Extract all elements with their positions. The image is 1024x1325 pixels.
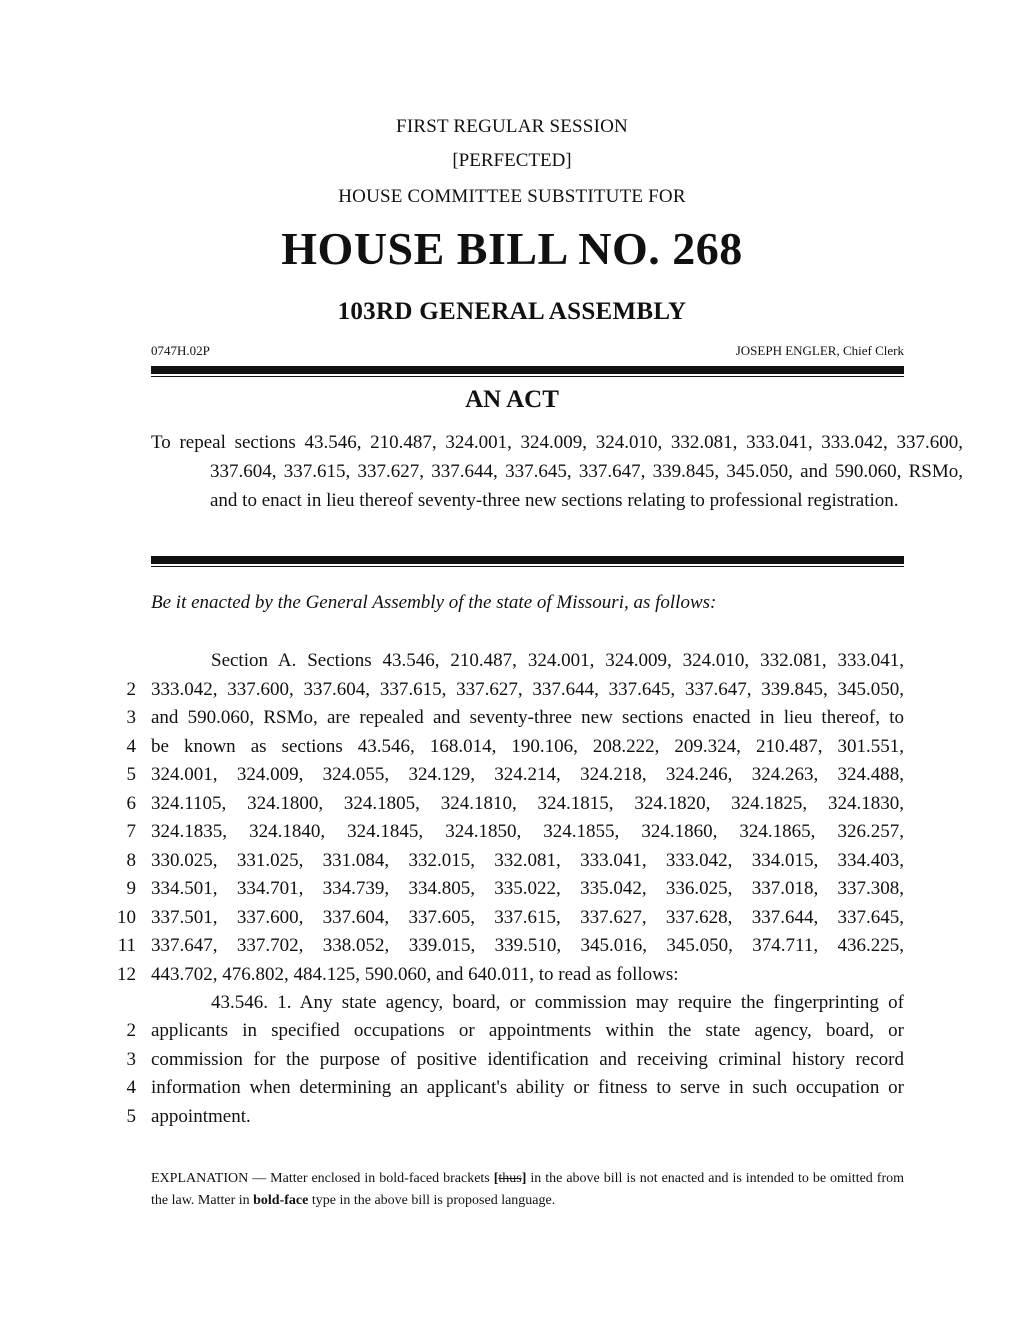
line-text: commission for the purpose of positive identification and receiving criminal history record <box>151 1049 904 1070</box>
line-number: 11 <box>117 935 136 956</box>
numbered-line <box>0 964 1024 992</box>
numbered-line <box>0 821 1024 849</box>
numbered-line <box>0 764 1024 792</box>
act-summary: To repeal sections 43.546, 210.487, 324.001, 324.009, 324.010, 332.081, 333.041, 333.042, 337.600, 337.604, 337.615, 337.627, 337.644, 337.645, 337.647, 339.845, 345.050, and 590.060, RSMo, and to enact in lieu thereof seventy-three new sections relating to professional registration. <box>151 432 963 511</box>
line-number: 6 <box>126 793 136 814</box>
document-code: 0747H.02P <box>151 343 210 358</box>
line-text: 443.702, 476.802, 484.125, 590.060, and 640.011, to read as follows: <box>151 964 679 985</box>
line-number: 5 <box>126 764 136 785</box>
numbered-line <box>0 1049 1024 1077</box>
numbered-line <box>0 793 1024 821</box>
line-number: 7 <box>126 821 136 842</box>
line-number: 4 <box>126 736 136 757</box>
top-divider <box>151 366 904 377</box>
bracket-open: [ <box>493 1171 499 1186</box>
explanation-text: in the above bill is not enacted and is intended to be omitted from the law. Matter in <box>151 1171 904 1208</box>
line-text: 324.1835, 324.1840, 324.1845, 324.1850, 324.1855, 324.1860, 324.1865, 326.257, <box>151 821 904 842</box>
line-number: 4 <box>126 1077 136 1098</box>
meta-row <box>151 343 904 359</box>
chief-clerk: JOSEPH ENGLER, Chief Clerk <box>735 343 904 358</box>
line-text: 324.001, 324.009, 324.055, 324.129, 324.214, 324.218, 324.246, 324.263, 324.488, <box>151 764 904 785</box>
line-number: 2 <box>126 679 136 700</box>
explanation-text: type in the above bill is proposed language. <box>308 1193 556 1208</box>
numbered-line <box>0 878 1024 906</box>
bold-face-sample: bold-face <box>253 1193 309 1208</box>
line-text: 333.042, 337.600, 337.604, 337.615, 337.627, 337.644, 337.645, 337.647, 339.845, 345.050, <box>151 679 904 700</box>
status-heading: [PERFECTED] <box>452 150 572 171</box>
line-text: 337.501, 337.600, 337.604, 337.605, 337.615, 337.627, 337.628, 337.644, 337.645, <box>151 907 904 928</box>
numbered-line <box>0 679 1024 707</box>
numbered-line <box>0 935 1024 963</box>
line-number: 3 <box>126 1049 136 1070</box>
numbered-line <box>0 707 1024 735</box>
numbered-line <box>0 1106 1024 1134</box>
line-number: 10 <box>117 907 136 928</box>
numbered-line <box>0 1077 1024 1105</box>
line-number: 5 <box>126 1106 136 1127</box>
enacting-clause: Be it enacted by the General Assembly of the state of Missouri, as follows: <box>151 592 717 613</box>
numbered-line <box>0 850 1024 878</box>
line-text: 43.546. 1. Any state agency, board, or commission may require the fingerprinting of <box>211 992 904 1013</box>
line-number: 9 <box>126 878 136 899</box>
numbered-line <box>0 650 1024 678</box>
line-text: 337.647, 337.702, 338.052, 339.015, 339.510, 345.016, 345.050, 374.711, 436.225, <box>151 935 904 956</box>
divider-thin <box>151 376 904 377</box>
substitute-heading: HOUSE COMMITTEE SUBSTITUTE FOR <box>338 186 686 207</box>
numbered-line <box>0 1020 1024 1048</box>
explanation-note <box>151 1168 904 1212</box>
line-text: be known as sections 43.546, 168.014, 190.106, 208.222, 209.324, 210.487, 301.551, <box>151 736 904 757</box>
struck-text-sample: thus <box>498 1171 522 1186</box>
bracket-close: ] <box>521 1171 527 1186</box>
numbered-line <box>0 992 1024 1020</box>
act-title: AN ACT <box>465 386 559 413</box>
line-text: Section A. Sections 43.546, 210.487, 324.001, 324.009, 324.010, 332.081, 333.041, <box>211 650 904 671</box>
divider-thin <box>151 566 904 567</box>
line-text: and 590.060, RSMo, are repealed and seventy-three new sections enacted in lieu thereof, to <box>151 707 904 728</box>
assembly-heading: 103RD GENERAL ASSEMBLY <box>337 298 687 325</box>
numbered-line <box>0 907 1024 935</box>
divider-thick <box>151 366 904 374</box>
line-number: 3 <box>126 707 136 728</box>
line-number: 12 <box>117 964 136 985</box>
bottom-divider <box>151 556 904 567</box>
line-text: appointment. <box>151 1106 251 1127</box>
line-text: 324.1105, 324.1800, 324.1805, 324.1810, 324.1815, 324.1820, 324.1825, 324.1830, <box>151 793 904 814</box>
numbered-line <box>0 736 1024 764</box>
line-text: applicants in specified occupations or appointments within the state agency, board, or <box>151 1020 904 1041</box>
explanation-text: EXPLANATION — Matter enclosed in bold-faced brackets <box>151 1171 494 1186</box>
divider-thick <box>151 556 904 564</box>
line-text: 330.025, 331.025, 331.084, 332.015, 332.081, 333.041, 333.042, 334.015, 334.403, <box>151 850 904 871</box>
line-text: information when determining an applicant's ability or fitness to serve in such occupation or <box>151 1077 904 1098</box>
bill-title: HOUSE BILL NO. 268 <box>281 223 743 274</box>
line-number: 2 <box>126 1020 136 1041</box>
line-text: 334.501, 334.701, 334.739, 334.805, 335.022, 335.042, 336.025, 337.018, 337.308, <box>151 878 904 899</box>
session-heading: FIRST REGULAR SESSION <box>396 116 628 137</box>
line-number: 8 <box>126 850 136 871</box>
